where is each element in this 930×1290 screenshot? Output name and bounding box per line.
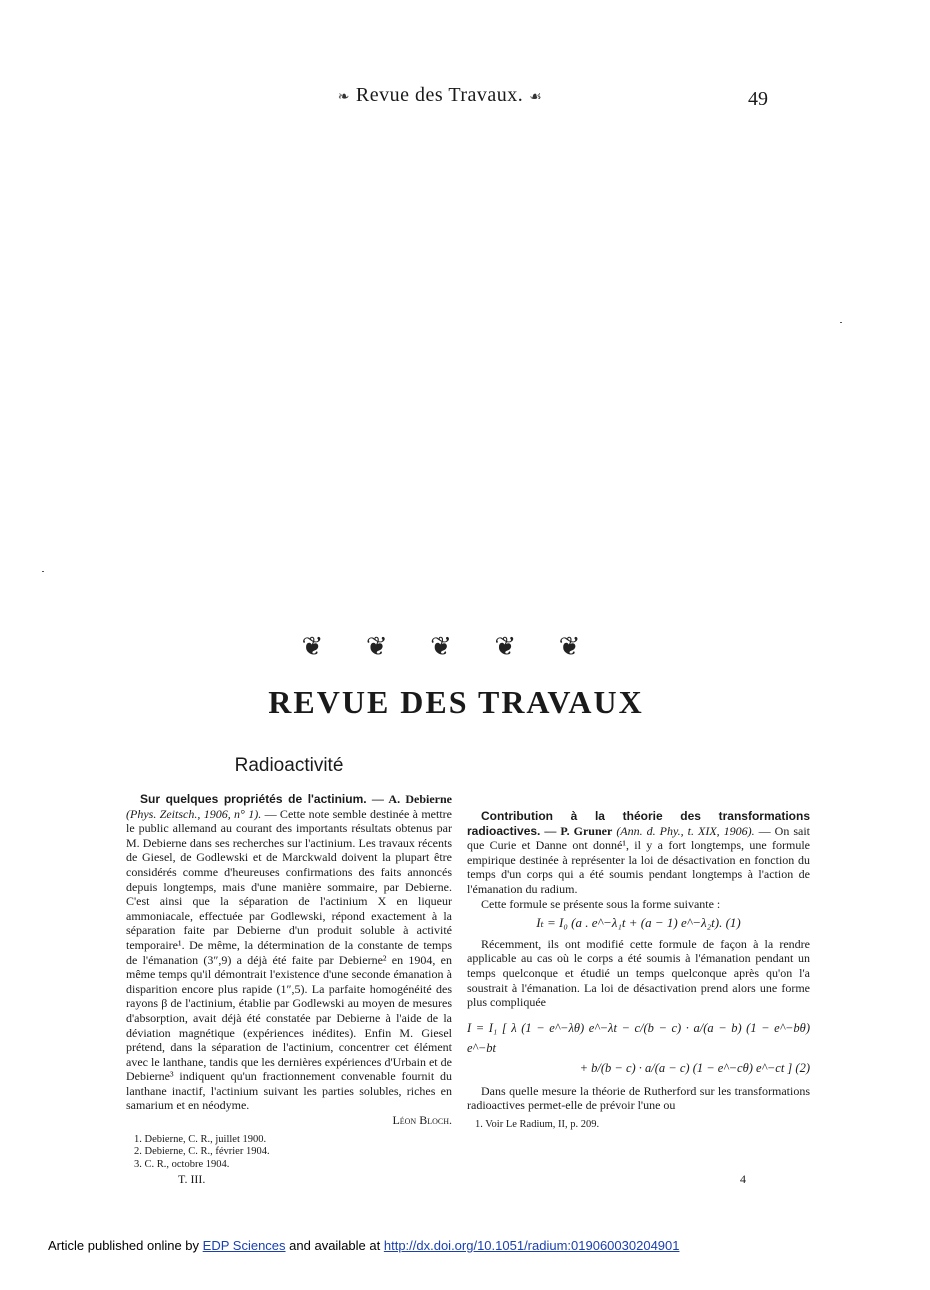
article1-body: — Cette note semble destinée à mettre le public allemand au courant des importants résultats obtenus par M. Debierne dans ses recherches sur l'actinium. Les travaux récents de Giesel, de Godlewski et de Marckwald doivent la plupart être considérés comme d'heureuses confirmations des faits annoncés depuis longtemps, mais d'une manière sommaire, par Debierne. C'est ainsi que la séparation de l'actinium X en liqueur ammoniacale, effectuée par Godlewski, répond exactement à la séparation faite par Debierne d'un produit soluble à activité temporaire¹. De même, la détermination de la constante de temps de l'émanation (3″,9) a déjà été faite par Debierne² en 1904, en même temps qu'il démontrait l'existence d'une seconde émanation à disparition encore plus rapide (1″,5). La parfaite homogénéité des rayons β de l'actinium, établie par Godlewski au moyen de mesures d'absorption, avait déjà été constatée par Debierne à l'aide de la déviation magnétique (expériences inédites). Enfin M. Giesel prétend, dans la séparation de l'actinium, concentrer cet élément avec le lanthane, tandis que les dernières expériences d'Urbain et de Debierne³ indiquent qu'un fractionnement convenable fournit du lanthane inactif, l'actinium suivant les parties solubles, riches en samarium et en néodyme. [126,806,452,1113]
right-ornament-icon: ☙ [529,90,543,105]
formula-1: Iₜ = I₀ (a . e^−λ₁t + (a − 1) e^−λ₂t). (1) [536,915,741,931]
article2-para3: Récemment, ils ont modifié cette formule de façon à la rendre applicable au cas où le corps a été soumis à l'émanation pendant un temps quelconque et étudié un temps quelconque après qu'on l'a soustrait à l'émanation. La loi de désactivation prend alors une forme plus compliquée [467,936,810,1010]
article1-paragraph [126,792,452,1128]
article2-para4: Dans quelle mesure la théorie de Rutherford sur les transformations radioactives permet-elle de prévoir l'une ou [467,1083,810,1113]
scan-speck [840,322,842,323]
footnote-3: 3. C. R., octobre 1904. [134,1158,230,1170]
article1-author: — A. Debierne [371,792,453,806]
article2-author: — P. Gruner [544,823,613,838]
page-number: 49 [748,88,768,110]
footnote-1: 1. Debierne, C. R., juillet 1900. [134,1133,267,1145]
formula-2-line-1: I = I₁ [ λ (1 − e^−λθ) e^−λt − c/(b − c) · a/(a − b) (1 − e^−bθ) e^−bt [467,1020,810,1055]
publication-footer [48,1238,679,1253]
fleuron-divider: ❦ ❦ ❦ ❦ ❦ [301,632,599,661]
article2-footnote: 1. Voir Le Radium, II, p. 209. [475,1118,600,1130]
article2-para2: Cette formule se présente sous la forme suivante : [481,896,721,911]
publisher-link[interactable]: EDP Sciences [202,1238,286,1253]
left-ornament-icon: ❧ [337,90,350,105]
tome-signature: T. III. [178,1172,206,1186]
article1-reference: (Phys. Zeitsch., 1906, n° 1). [126,806,262,821]
footer-prefix: Article published online by [48,1238,200,1253]
article2-paragraph-1 [467,809,810,897]
article2-reference: (Ann. d. Phy., t. XIX, 1906). [616,823,755,838]
formula-2 [467,1018,810,1078]
article2-title: Contribution à la théorie des transformations radioactives. [467,809,810,838]
footnote-2: 2. Debierne, C. R., février 1904. [134,1146,270,1158]
section-title: Radioactivité [234,755,344,776]
scan-speck [42,571,44,572]
continued-text-spacer [467,749,810,809]
right-column [467,749,810,1132]
article2-para1: — On sait que Curie et Danne ont donné¹, il y a fort longtemps, une formule empirique destinée à représenter la loi de désactivation en fonction du temps d'un corps qui a été soumis pendant longtemps à l'action de l'émanation du radium. [467,823,811,896]
formula-2-line-2: + b/(b − c) · a/(a − c) (1 − e^−cθ) e^−ct ] (2) [579,1060,810,1075]
running-head [250,84,630,107]
article1-footnotes [134,1134,452,1172]
footer-middle: and available at [289,1238,381,1253]
doi-link[interactable]: http://dx.doi.org/10.1051/radium:019060030204901 [383,1238,680,1253]
sheet-signature: 4 [740,1172,746,1186]
article1-signature: Léon Bloch. [392,1113,452,1128]
article1-title: Sur quelques propriétés de l'actinium. [140,792,367,806]
main-title: REVUE DES TRAVAUX [268,684,644,720]
left-column [126,755,452,1171]
running-title: Revue des Travaux. [355,84,524,106]
